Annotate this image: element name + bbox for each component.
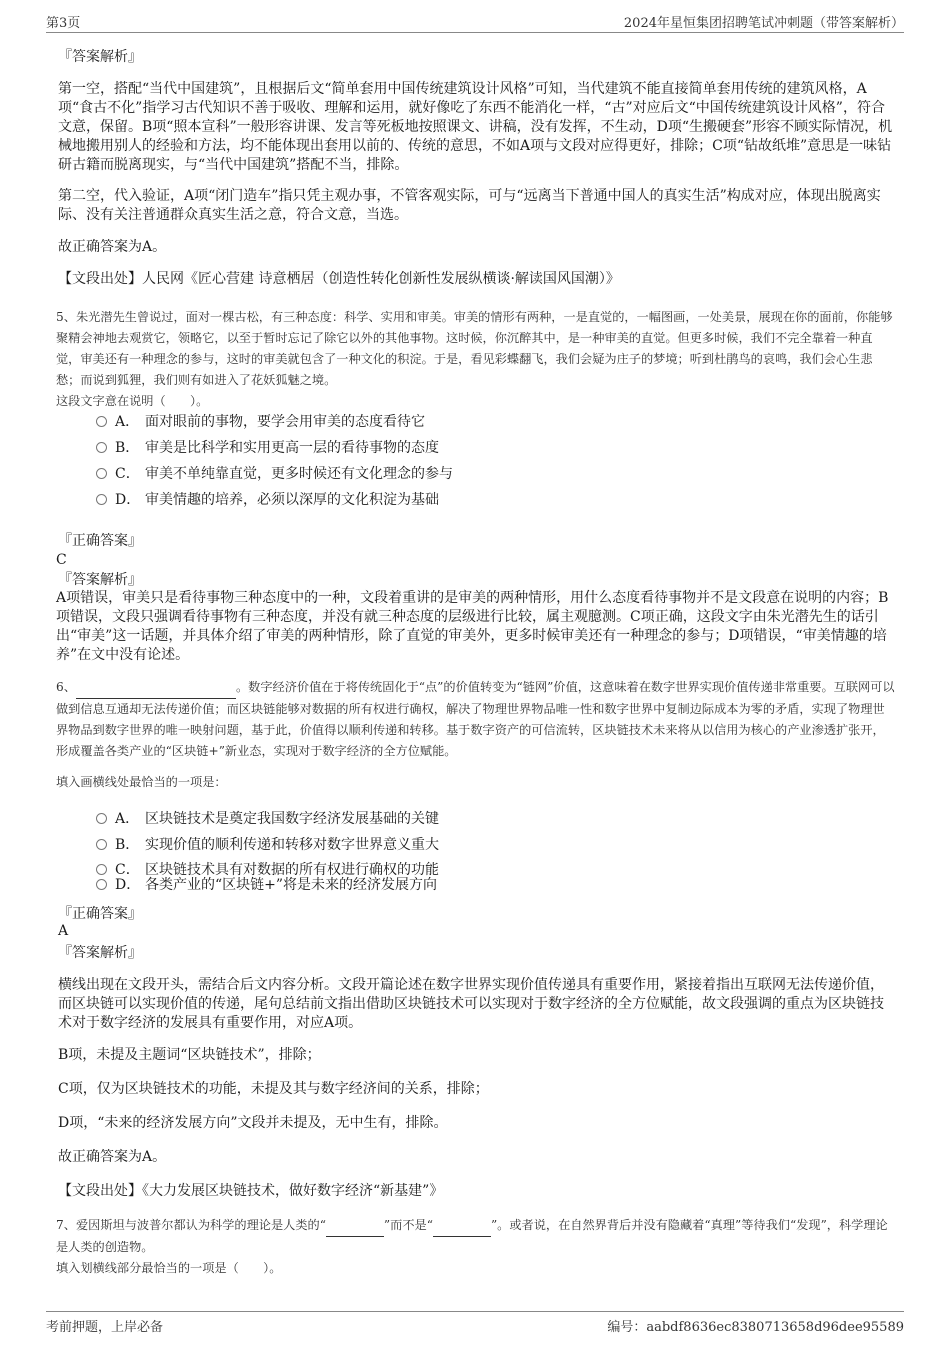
footer-slogan: 考前押题，上岸必备 (46, 1320, 164, 1335)
q6-stem: 6、 。数字经济价值在于将传统固化于“点”的价值转变为“链网”价值，这意味着在数字世界实现价值传递非常重要。互联网可以做到信息互通却无法传递价值；而区块链能够对数据的所有权进行确权，解决了物理世界物品唯一性和数字世界中复制边际成本为零的矛盾，实现了物理世界物品到数字世界的唯一映射问题，基于此，价值得以顺利传递和转移。基于数字资产的可信流转，区块链技术未来将从以信用为核心的产业渗透扩张开，形成覆盖各类产业的“区块链+”新业态，实现对于数字经济的全方位赋能。 (56, 677, 896, 762)
q7-blank-1 (326, 1215, 384, 1237)
q6-prompt: 填入画横线处最恰当的一项是： (56, 775, 227, 789)
q5-analysis-label: 『答案解析』 (58, 572, 142, 588)
q7-prompt: 填入划横线部分最恰当的一项是（ ）。 (56, 1261, 282, 1275)
radio-icon[interactable] (96, 494, 107, 505)
radio-icon[interactable] (96, 879, 107, 890)
q7-stem: 7、爱因斯坦与波普尔都认为科学的理论是人类的“ ”而不是“ ”。或者说，在自然界背后并没有隐藏着“真理”等待我们“发现”，科学理论是人类的创造物。 填入划横线部分最恰当的一项是（ ）。 (56, 1215, 896, 1279)
q4-analysis-paragraph-2: 第二空，代入验证，A项“闭门造车”指只凭主观办事，不管客观实际，可与“远离当下普通中国人的真实生活”构成对应，体现出脱离实际、没有关注普通群众真实生活之意，符合文意，当选。 (58, 188, 881, 223)
radio-icon[interactable] (96, 839, 107, 850)
q4-analysis-paragraph-1: 第一空，搭配“当代中国建筑”，且根据后文“简单套用中国传统建筑设计风格”可知，当代建筑不能直接简单套用传统的建筑风格，A项“食古不化”指学习古代知识不善于吸收、理解和运用，就好像吃了东西不能消化一样，“古”对应后文“中国传统建筑设计风格”，符合文意，保留。B项“照本宣科”一般形容讲课、发言等死板地按照课文、讲稿，没有发挥，不生动，D项“生搬硬套”形容不顾实际情况，机械地搬用别人的经验和方法，均不能体现出套用以前的、传统的意思，不如A项与文段对应得更好，排除；C项“钻故纸堆”意思是一味钻研古籍而脱离现实，与“当代中国建筑”搭配不当，排除。 (58, 81, 893, 173)
q5-option-c[interactable]: C． 审美不单纯靠直觉，更多时候还有文化理念的参与 (96, 465, 453, 483)
page-number: 第3页 (46, 16, 81, 31)
radio-icon[interactable] (96, 442, 107, 453)
q5-option-d[interactable]: D． 审美情趣的培养，必须以深厚的文化积淀为基础 (96, 491, 439, 509)
radio-icon[interactable] (96, 864, 107, 875)
q5-stem: 5、朱光潜先生曾说过，面对一棵古松，有三种态度：科学、实用和审美。审美的情形有两种，一是直觉的，一幅图画，一处美景，展现在你的面前，你能够聚精会神地去观赏它，领略它，以至于暂时忘记了除它以外的其他事物。这时候，你沉醉其中，是一种审美的直觉。但更多时候，我们不完全靠着一种直觉，审美还有一种理念的参与，这时的审美就包含了一种文化的积淀。于是，看见彩蝶翻飞，我们会疑为庄子的梦境；听到杜鹃鸟的哀鸣，我们会心生悲愁；而说到狐狸，我们则有如进入了花妖狐魅之境。 这段文字意在说明（ ）。 (56, 310, 893, 408)
q6-answer: A (58, 923, 69, 939)
q6-analysis-c: C项，仅为区块链技术的功能，未提及其与数字经济间的关系，排除； (58, 1081, 489, 1097)
page-footer (46, 1311, 904, 1334)
q6-analysis-paragraph-1: 横线出现在文段开头，需结合后文内容分析。文段开篇论述在数字世界实现价值传递具有重要作用，紧接着指出互联网无法传递价值，而区块链可以实现价值的传递，尾句总结前文指出借助区块链技术可以实现对于数字经济的全方位赋能，故文段强调的重点为区块链技术对于数字经济的发展具有重要作用，对应A项。 (58, 977, 884, 1031)
document-title: 2024年星恒集团招聘笔试冲刺题（带答案解析） (623, 16, 904, 31)
q5-answer: C (56, 552, 67, 568)
q5-option-a[interactable]: A． 面对眼前的事物，要学会用审美的态度看待它 (96, 413, 425, 431)
q6-analysis-label: 『答案解析』 (58, 945, 142, 961)
page-header (46, 10, 904, 33)
q4-analysis-label: 『答案解析』 (58, 49, 142, 65)
document-code: 编号：aabdf8636ec8380713658d96dee95589 (607, 1320, 904, 1335)
radio-icon[interactable] (96, 416, 107, 427)
q5-prompt: 这段文字意在说明（ ）。 (56, 394, 209, 408)
q6-option-d[interactable]: D． 各类产业的“区块链+”将是未来的经济发展方向 (96, 876, 437, 894)
q5-analysis: A项错误，审美只是看待事物三种态度中的一种，文段着重讲的是审美的两种情形，用什么态度看待事物并不是文段意在说明的内容；B项错误，文段只强调看待事物有三种态度，并没有就三种态度的层级进行比较，属主观臆测。C项正确，这段文字由朱光潜先生的话引出“审美”这一话题，并具体介绍了审美的两种情形，除了直觉的审美外，更多时候审美还有一种理念的参与；D项错误，“审美情趣的培养”在文中没有论述。 (56, 590, 889, 663)
q6-option-a[interactable]: A． 区块链技术是奠定我国数字经济发展基础的关键 (96, 810, 439, 828)
q6-analysis-conclusion: 故正确答案为A。 (58, 1149, 167, 1165)
radio-icon[interactable] (96, 468, 107, 479)
q6-answer-label: 『正确答案』 (58, 906, 142, 922)
q6-option-c[interactable]: C． 区块链技术具有对数据的所有权进行确权的功能 (96, 861, 439, 879)
q6-option-b[interactable]: B． 实现价值的顺利传递和转移对数字世界意义重大 (96, 836, 439, 854)
q7-blank-2 (433, 1215, 491, 1237)
q4-source: 【文段出处】人民网《匠心营建 诗意栖居（创造性转化创新性发展纵横谈·解读国风国潮）》 (58, 271, 620, 287)
q6-analysis-b: B项，未提及主题词“区块链技术”，排除； (58, 1047, 321, 1063)
radio-icon[interactable] (96, 813, 107, 824)
q4-analysis-conclusion: 故正确答案为A。 (58, 239, 167, 255)
q6-analysis-d: D项，“未来的经济发展方向”文段并未提及，无中生有，排除。 (58, 1115, 448, 1131)
q6-source: 【文段出处】《大力发展区块链技术，做好数字经济“新基建”》 (58, 1183, 444, 1199)
q6-blank (76, 677, 236, 699)
q5-answer-label: 『正确答案』 (58, 533, 142, 549)
q5-option-b[interactable]: B． 审美是比科学和实用更高一层的看待事物的态度 (96, 439, 439, 457)
